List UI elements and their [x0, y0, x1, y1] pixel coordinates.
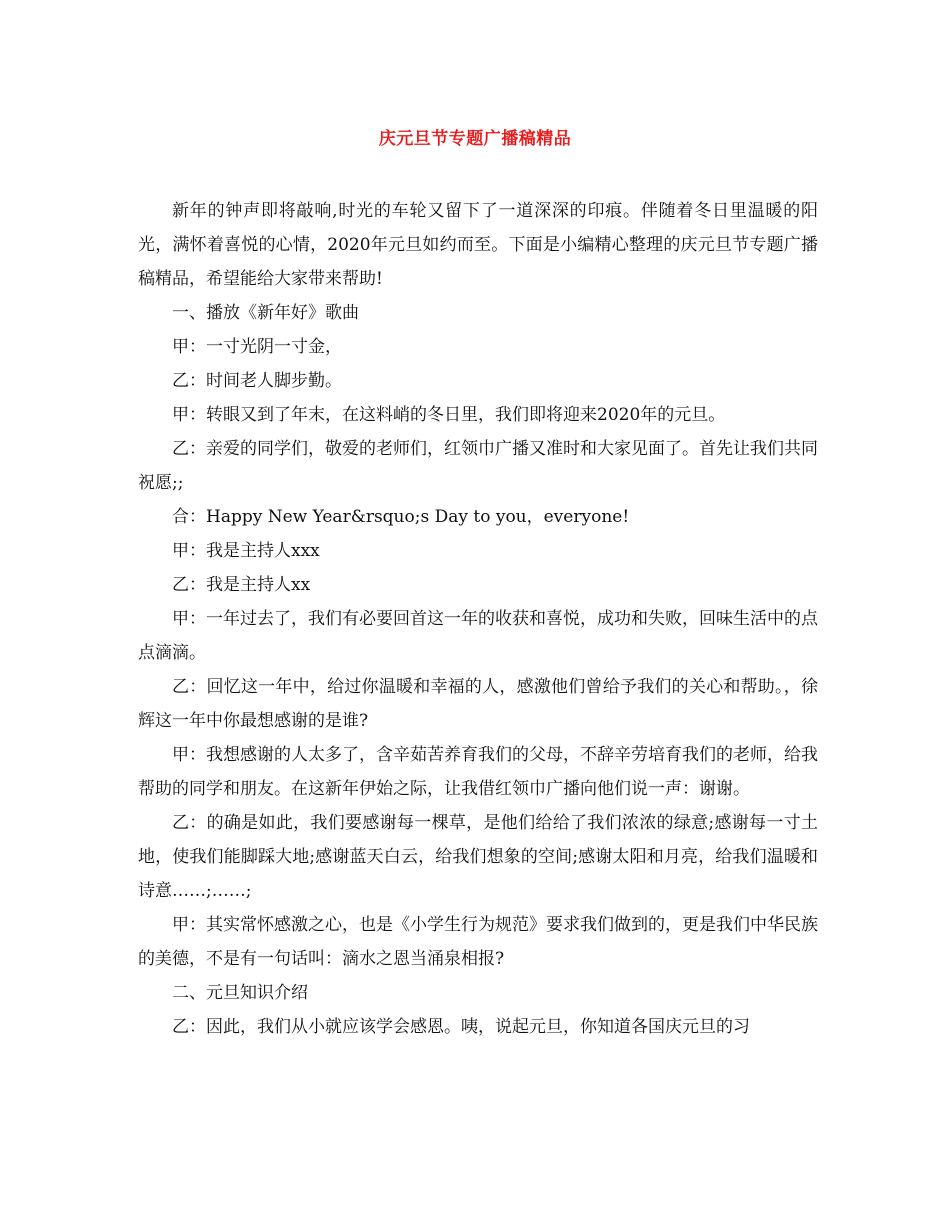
dialogue-line: 乙：亲爱的同学们，敬爱的老师们，红领巾广播又准时和大家见面了。首先让我们共同祝愿;;	[138, 439, 818, 493]
section-heading-knowledge: 二、元旦知识介绍	[172, 983, 308, 1003]
dialogue-line: 乙：因此，我们从小就应该学会感恩。咦，说起元旦，你知道各国庆元旦的习	[172, 1017, 750, 1037]
document-title: 庆元旦节专题广播稿精品	[378, 129, 572, 149]
dialogue-line: 甲：其实常怀感激之心，也是《小学生行为规范》要求我们做到的，更是我们中华民族的美德，不是有一句话叫：滴水之恩当涌泉相报?	[138, 915, 818, 969]
document-body	[138, 194, 818, 1044]
dialogue-line: 合：Happy New Year&rsquo;s Day to you，everyone!	[172, 507, 630, 527]
dialogue-line: 甲：一寸光阴一寸金，	[172, 337, 342, 357]
dialogue-line: 甲：我是主持人xxx	[172, 541, 320, 561]
dialogue-line: 乙：的确是如此，我们要感谢每一棵草，是他们给给了我们浓浓的绿意;感谢每一寸土地，使我们能脚踩大地;感谢蓝天白云，给我们想象的空间;感谢太阳和月亮，给我们温暖和诗意……;……;	[138, 813, 818, 901]
section-heading-song: 一、播放《新年好》歌曲	[172, 303, 359, 323]
dialogue-line: 乙：时间老人脚步勤。	[172, 371, 342, 391]
dialogue-line: 甲：转眼又到了年末，在这料峭的冬日里，我们即将迎来2020年的元旦。	[172, 405, 726, 425]
dialogue-line: 乙：回忆这一年中，给过你温暖和幸福的人，感激他们曾给予我们的关心和帮助。，徐辉这一年中你最想感谢的是谁?	[138, 677, 818, 731]
dialogue-line: 甲：我想感谢的人太多了，含辛茹苦养育我们的父母，不辞辛劳培育我们的老师，给我帮助的同学和朋友。在这新年伊始之际，让我借红领巾广播向他们说一声：谢谢。	[138, 745, 818, 799]
dialogue-line: 甲：一年过去了，我们有必要回首这一年的收获和喜悦，成功和失败，回味生活中的点点滴滴。	[138, 609, 818, 663]
dialogue-line: 乙：我是主持人xx	[172, 575, 311, 595]
paragraph-intro: 新年的钟声即将敲响,时光的车轮又留下了一道深深的印痕。伴随着冬日里温暖的阳光，满怀着喜悦的心情，2020年元旦如约而至。下面是小编精心整理的庆元旦节专题广播稿精品，希望能给大家带来帮助!	[138, 201, 818, 289]
